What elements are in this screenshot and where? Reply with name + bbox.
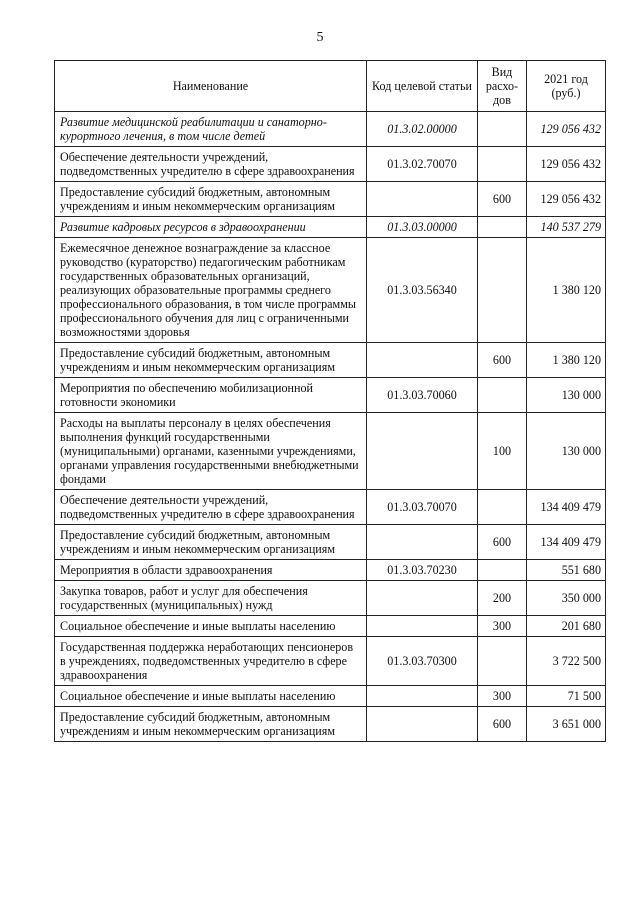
cell-amount: 140 537 279 — [527, 217, 606, 238]
cell-kind — [478, 217, 527, 238]
cell-code: 01.3.02.70070 — [367, 147, 478, 182]
cell-code: 01.3.02.00000 — [367, 112, 478, 147]
cell-kind: 300 — [478, 686, 527, 707]
cell-kind: 300 — [478, 616, 527, 637]
cell-amount: 201 680 — [527, 616, 606, 637]
header-amount: 2021 год (руб.) — [527, 61, 606, 112]
table-row — [55, 581, 606, 616]
cell-name: Социальное обеспечение и иные выплаты населению — [55, 686, 367, 707]
table-row — [55, 217, 606, 238]
cell-amount: 1 380 120 — [527, 343, 606, 378]
table-row — [55, 112, 606, 147]
cell-code — [367, 581, 478, 616]
table-row — [55, 637, 606, 686]
cell-name: Развитие медицинской реабилитации и санаторно-курортного лечения, в том числе детей — [55, 112, 367, 147]
cell-kind: 600 — [478, 525, 527, 560]
header-code: Код целевой статьи — [367, 61, 478, 112]
cell-kind — [478, 378, 527, 413]
cell-amount: 134 409 479 — [527, 490, 606, 525]
cell-code: 01.3.03.00000 — [367, 217, 478, 238]
cell-code: 01.3.03.56340 — [367, 238, 478, 343]
cell-code — [367, 343, 478, 378]
cell-kind: 600 — [478, 343, 527, 378]
cell-kind — [478, 490, 527, 525]
page-number: 5 — [316, 30, 324, 45]
cell-amount: 130 000 — [527, 378, 606, 413]
cell-name: Государственная поддержка неработающих пенсионеров в учреждениях, подведомственных учредителю в сфере здравоохранения — [55, 637, 367, 686]
table-row — [55, 525, 606, 560]
cell-kind: 600 — [478, 182, 527, 217]
table-row — [55, 413, 606, 490]
budget-table — [54, 60, 606, 742]
cell-amount: 129 056 432 — [527, 182, 606, 217]
table-row — [55, 147, 606, 182]
cell-code — [367, 707, 478, 742]
header-kind: Вид расхо-дов — [478, 61, 527, 112]
cell-code — [367, 182, 478, 217]
table-row — [55, 686, 606, 707]
cell-amount: 350 000 — [527, 581, 606, 616]
cell-name: Предоставление субсидий бюджетным, автономным учреждениям и иным некоммерческим организациям — [55, 707, 367, 742]
cell-name: Обеспечение деятельности учреждений, подведомственных учредителю в сфере здравоохранения — [55, 490, 367, 525]
table-row — [55, 560, 606, 581]
cell-kind — [478, 560, 527, 581]
cell-name: Развитие кадровых ресурсов в здравоохранении — [55, 217, 367, 238]
table-row — [55, 378, 606, 413]
table-row — [55, 490, 606, 525]
cell-code — [367, 413, 478, 490]
cell-code: 01.3.03.70060 — [367, 378, 478, 413]
cell-code — [367, 686, 478, 707]
cell-name: Ежемесячное денежное вознаграждение за классное руководство (кураторство) педагогическим работникам государственных образовательных организаций, реализующих образовательные программы среднего профессионального образования, в том числе программы профессионального обучения для лиц с ограниченными возможностями здоровья — [55, 238, 367, 343]
table-row — [55, 707, 606, 742]
cell-code: 01.3.03.70300 — [367, 637, 478, 686]
table-row — [55, 238, 606, 343]
header-name: Наименование — [55, 61, 367, 112]
cell-name: Мероприятия по обеспечению мобилизационной готовности экономики — [55, 378, 367, 413]
cell-amount: 551 680 — [527, 560, 606, 581]
cell-name: Мероприятия в области здравоохранения — [55, 560, 367, 581]
cell-name: Обеспечение деятельности учреждений, подведомственных учредителю в сфере здравоохранения — [55, 147, 367, 182]
cell-name: Предоставление субсидий бюджетным, автономным учреждениям и иным некоммерческим организациям — [55, 343, 367, 378]
cell-amount: 3 651 000 — [527, 707, 606, 742]
cell-code: 01.3.03.70230 — [367, 560, 478, 581]
cell-amount: 71 500 — [527, 686, 606, 707]
cell-code — [367, 616, 478, 637]
cell-name: Предоставление субсидий бюджетным, автономным учреждениям и иным некоммерческим организациям — [55, 182, 367, 217]
cell-amount: 129 056 432 — [527, 147, 606, 182]
table-row — [55, 182, 606, 217]
cell-kind — [478, 238, 527, 343]
cell-name: Социальное обеспечение и иные выплаты населению — [55, 616, 367, 637]
cell-amount: 3 722 500 — [527, 637, 606, 686]
cell-amount: 130 000 — [527, 413, 606, 490]
cell-kind: 100 — [478, 413, 527, 490]
cell-amount: 134 409 479 — [527, 525, 606, 560]
cell-kind: 600 — [478, 707, 527, 742]
cell-name: Предоставление субсидий бюджетным, автономным учреждениям и иным некоммерческим организациям — [55, 525, 367, 560]
cell-name: Закупка товаров, работ и услуг для обеспечения государственных (муниципальных) нужд — [55, 581, 367, 616]
cell-name: Расходы на выплаты персоналу в целях обеспечения выполнения функций государственными (муниципальными) органами, казенными учреждениями, органами управления государственными внебюджетными фондами — [55, 413, 367, 490]
cell-code: 01.3.03.70070 — [367, 490, 478, 525]
cell-amount: 129 056 432 — [527, 112, 606, 147]
table-header-row — [55, 61, 606, 112]
table-row — [55, 343, 606, 378]
table-row — [55, 616, 606, 637]
cell-kind — [478, 112, 527, 147]
cell-kind: 200 — [478, 581, 527, 616]
cell-kind — [478, 637, 527, 686]
cell-code — [367, 525, 478, 560]
cell-amount: 1 380 120 — [527, 238, 606, 343]
cell-kind — [478, 147, 527, 182]
